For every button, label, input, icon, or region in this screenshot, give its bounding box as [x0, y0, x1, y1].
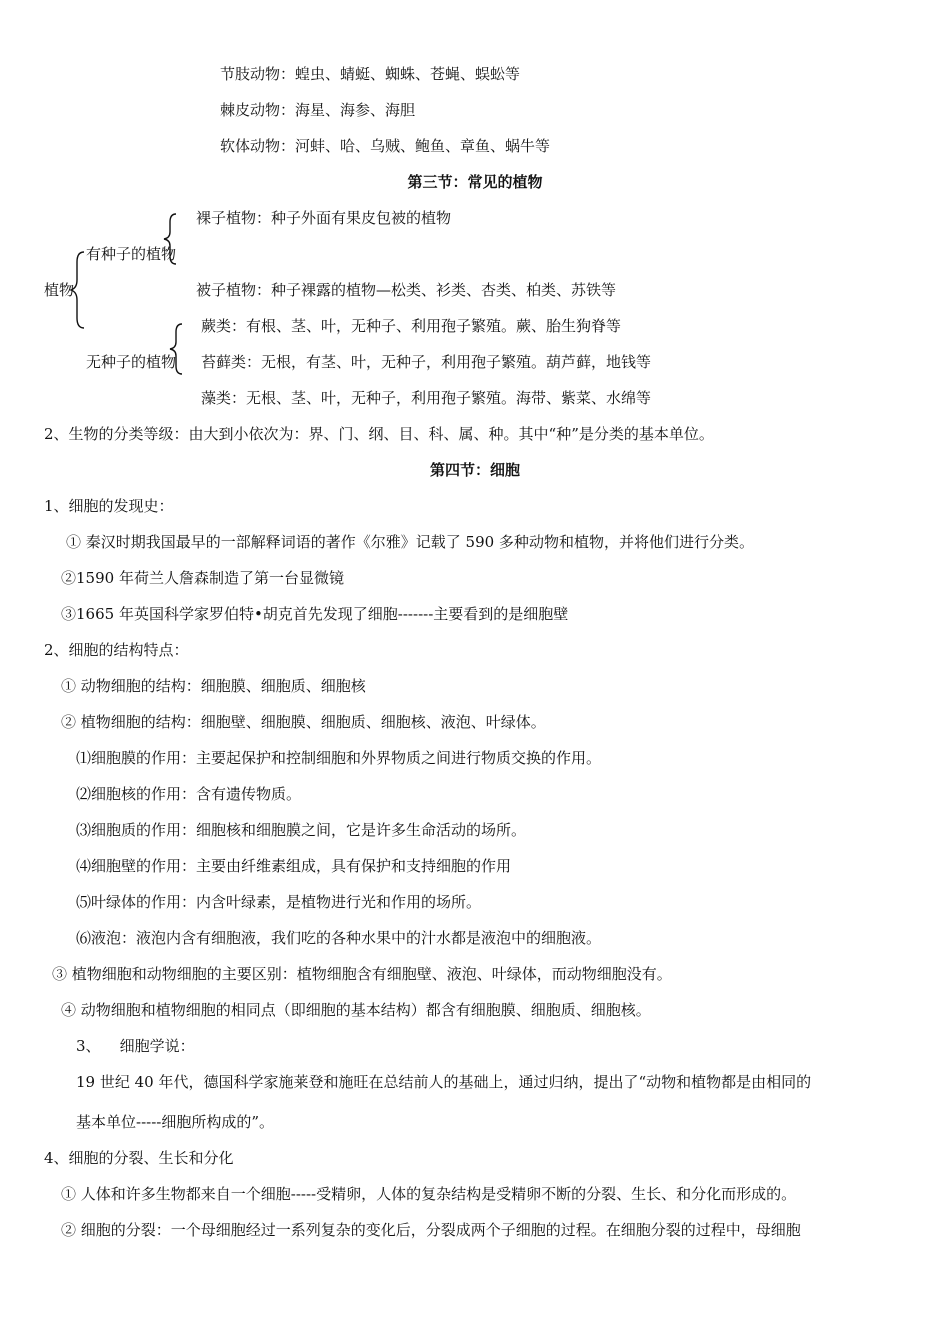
algae-line: 藻类：无根、茎、叶，无种子，利用孢子繁殖。海带、紫菜、水绵等 [201, 389, 652, 407]
structure-animal: ① 动物细胞的结构：细胞膜、细胞质、细胞核 [61, 677, 366, 695]
angiosperm-line: 裸子植物：种子外面有果皮包被的植物 [196, 209, 452, 227]
function-nucleus: ⑵细胞核的作用：含有遗传物质。 [76, 785, 302, 803]
plants-brace [68, 250, 88, 330]
structure-difference: ③ 植物细胞和动物细胞的主要区别：植物细胞含有细胞壁、液泡、叶绿体，而动物细胞没有。 [52, 965, 672, 983]
section3-title: 第三节：常见的植物 [407, 173, 543, 191]
division-item-1: ① 人体和许多生物都来自一个细胞-----受精卵，人体的复杂结构是受精卵不断的分裂、生长、和分化而形成的。 [61, 1185, 797, 1203]
discovery-heading: 1、细胞的发现史： [44, 497, 174, 515]
division-item-2: ② 细胞的分裂：一个母细胞经过一系列复杂的变化后，分裂成两个子细胞的过程。在细胞分裂的过程中，母细胞 [61, 1221, 801, 1239]
ferns-line: 蕨类：有根、茎、叶，无种子、利用孢子繁殖。蕨、胎生狗脊等 [201, 317, 622, 335]
mollusks-line: 软体动物：河蚌、哈、乌贼、鲍鱼、章鱼、蜗牛等 [220, 137, 551, 155]
classification-line: 2、生物的分类等级：由大到小依次为：界、门、纲、目、科、属、种。其中“种”是分类的基本单位。 [44, 425, 714, 443]
function-cell-wall: ⑷细胞壁的作用：主要由纤维素组成，具有保护和支持细胞的作用 [76, 857, 512, 875]
function-chloroplast: ⑸叶绿体的作用：内含叶绿素，是植物进行光和作用的场所。 [76, 893, 482, 911]
structure-common: ④ 动物细胞和植物细胞的相同点（即细胞的基本结构）都含有细胞膜、细胞质、细胞核。 [61, 1001, 651, 1019]
cell-theory-text-1: 19 世纪 40 年代，德国科学家施莱登和施旺在总结前人的基础上，通过归纳，提出了“动物和植物都是由相同的 [76, 1073, 812, 1091]
division-heading: 4、细胞的分裂、生长和分化 [44, 1149, 234, 1167]
section4-title: 第四节：细胞 [429, 461, 520, 479]
structure-plant: ② 植物细胞的结构：细胞壁、细胞膜、细胞质、细胞核、液泡、叶绿体。 [61, 713, 546, 731]
discovery-item-3: ③1665 年英国科学家罗伯特•胡克首先发现了细胞-------主要看到的是细胞壁 [61, 605, 569, 623]
cell-theory-text-2: 基本单位-----细胞所构成的”。 [76, 1113, 275, 1131]
seed-plants-brace [160, 212, 180, 266]
mosses-line: 苔藓类：无根，有茎、叶，无种子，利用孢子繁殖。葫芦藓，地钱等 [201, 353, 652, 371]
seedless-plants-brace [166, 322, 186, 376]
discovery-item-1: ① 秦汉时期我国最早的一部解释词语的著作《尔雅》记载了 590 多种动物和植物，并将他们进行分类。 [66, 533, 754, 551]
seed-plants-label: 有种子的植物 [86, 245, 177, 263]
plants-label: 植物 [44, 281, 75, 299]
function-vacuole: ⑹液泡：液泡内含有细胞液，我们吃的各种水果中的汁水都是液泡中的细胞液。 [76, 929, 602, 947]
function-membrane: ⑴细胞膜的作用：主要起保护和控制细胞和外界物质之间进行物质交换的作用。 [76, 749, 602, 767]
cell-theory-heading: 3、 细胞学说： [76, 1037, 195, 1055]
structure-heading: 2、细胞的结构特点： [44, 641, 189, 659]
seedless-plants-label: 无种子的植物 [86, 353, 177, 371]
discovery-item-2: ②1590 年荷兰人詹森制造了第一台显微镜 [61, 569, 344, 587]
echinoderms-line: 棘皮动物：海星、海参、海胆 [220, 101, 416, 119]
function-cytoplasm: ⑶细胞质的作用：细胞核和细胞膜之间，它是许多生命活动的场所。 [76, 821, 527, 839]
gymnosperm-line: 被子植物：种子裸露的植物—松类、衫类、杏类、柏类、苏铁等 [196, 281, 617, 299]
arthropods-line: 节肢动物：蝗虫、蜻蜓、蜘蛛、苍蝇、蜈蚣等 [220, 65, 521, 83]
